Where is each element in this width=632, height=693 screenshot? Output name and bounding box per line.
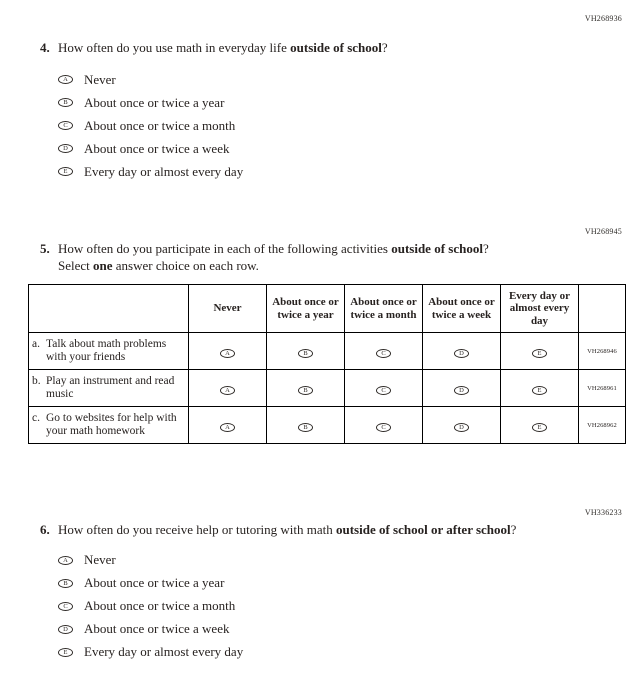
- answer-option: [58, 572, 632, 595]
- matrix-cell: [345, 370, 423, 407]
- answer-bubble[interactable]: B: [58, 98, 73, 107]
- matrix-cell: [189, 407, 267, 444]
- header-empty: [29, 285, 189, 333]
- matrix-cell: [423, 370, 501, 407]
- answer-bubble[interactable]: E: [58, 648, 73, 657]
- matrix-cell: [501, 333, 579, 370]
- matrix-cell: [423, 407, 501, 444]
- answer-option: [58, 91, 632, 114]
- row-stem: [29, 333, 189, 370]
- answer-bubble[interactable]: A: [58, 75, 73, 84]
- answer-bubble[interactable]: C: [376, 349, 391, 358]
- answer-option: [58, 641, 632, 664]
- question-4-number: 4.: [40, 40, 50, 55]
- question-4-text: How often do you use math in everyday life outside of school?: [58, 40, 388, 55]
- matrix-row-c: [29, 407, 626, 444]
- answer-bubble[interactable]: D: [58, 625, 73, 634]
- answer-bubble[interactable]: A: [220, 386, 235, 395]
- matrix-cell: [189, 370, 267, 407]
- answer-bubble[interactable]: B: [58, 579, 73, 588]
- answer-bubble[interactable]: D: [58, 144, 73, 153]
- matrix-row-b: [29, 370, 626, 407]
- answer-option: [58, 595, 632, 618]
- column-header-everyday: Every day or almost every day: [501, 285, 579, 333]
- answer-bubble[interactable]: E: [58, 167, 73, 176]
- answer-label: About once or twice a week: [84, 621, 230, 637]
- answer-label: Every day or almost every day: [84, 163, 244, 179]
- row-code: VH268962: [579, 407, 626, 444]
- answer-label: About once or twice a month: [84, 117, 236, 133]
- matrix-cell: [345, 333, 423, 370]
- answer-option: [58, 160, 632, 183]
- question-6-text: How often do you receive help or tutoring with math outside of school or after school?: [58, 522, 517, 538]
- row-stem: [29, 407, 189, 444]
- answer-bubble[interactable]: E: [532, 349, 547, 358]
- item-code-q4: VH268936: [584, 14, 622, 23]
- answer-label: Never: [84, 552, 116, 568]
- row-letter: a.: [32, 337, 40, 350]
- question-5-matrix: [28, 284, 626, 444]
- column-header-never: Never: [189, 285, 267, 333]
- matrix-cell: [423, 333, 501, 370]
- matrix-cell: [501, 407, 579, 444]
- answer-option: [58, 549, 632, 572]
- item-code-q5: VH268945: [584, 227, 622, 237]
- question-5-text: How often do you participate in each of the following activities outside of school? Select one answer choice on each row.: [58, 241, 489, 274]
- matrix-row-a: [29, 333, 626, 370]
- column-header-month: About once or twice a month: [345, 285, 423, 333]
- answer-option: [58, 137, 632, 160]
- answer-bubble[interactable]: A: [220, 349, 235, 358]
- answer-bubble[interactable]: E: [532, 423, 547, 432]
- answer-label: Every day or almost every day: [84, 644, 244, 660]
- answer-bubble[interactable]: D: [454, 386, 469, 395]
- question-6-number: 6.: [40, 522, 50, 538]
- answer-bubble[interactable]: B: [298, 349, 313, 358]
- answer-bubble[interactable]: C: [376, 423, 391, 432]
- matrix-cell: [267, 370, 345, 407]
- row-letter: c.: [32, 411, 40, 424]
- answer-bubble[interactable]: D: [454, 423, 469, 432]
- question-4-options: [58, 68, 632, 183]
- matrix-cell: [501, 370, 579, 407]
- answer-option: [58, 114, 632, 137]
- answer-label: About once or twice a year: [84, 94, 225, 110]
- answer-label: About once or twice a week: [84, 140, 230, 156]
- question-4: [40, 39, 632, 56]
- answer-bubble[interactable]: A: [58, 556, 73, 565]
- row-label: Go to websites for help with your math homework: [46, 411, 177, 438]
- matrix-cell: [189, 333, 267, 370]
- answer-bubble[interactable]: C: [58, 602, 73, 611]
- matrix-header-row: [29, 285, 626, 333]
- answer-option: [58, 68, 632, 91]
- answer-label: About once or twice a month: [84, 598, 236, 614]
- answer-bubble[interactable]: B: [298, 386, 313, 395]
- row-code: VH268961: [579, 370, 626, 407]
- header-code-empty: [579, 285, 626, 333]
- column-header-week: About once or twice a week: [423, 285, 501, 333]
- question-5-number: 5.: [40, 241, 50, 257]
- answer-bubble[interactable]: C: [376, 386, 391, 395]
- row-label: Talk about math problems with your friends: [46, 337, 167, 364]
- question-6-options: [58, 549, 632, 664]
- row-label: Play an instrument and read music: [46, 374, 175, 401]
- column-header-year: About once or twice a year: [267, 285, 345, 333]
- answer-bubble[interactable]: D: [454, 349, 469, 358]
- question-5: [40, 240, 632, 274]
- answer-label: About once or twice a year: [84, 575, 225, 591]
- answer-bubble[interactable]: A: [220, 423, 235, 432]
- answer-bubble[interactable]: E: [532, 386, 547, 395]
- matrix-cell: [345, 407, 423, 444]
- answer-bubble[interactable]: B: [298, 423, 313, 432]
- answer-option: [58, 618, 632, 641]
- question-6: [40, 521, 632, 538]
- matrix-cell: [267, 333, 345, 370]
- row-stem: [29, 370, 189, 407]
- item-code-q6: VH336233: [584, 508, 622, 518]
- answer-bubble[interactable]: C: [58, 121, 73, 130]
- row-code: VH268946: [579, 333, 626, 370]
- answer-label: Never: [84, 71, 116, 87]
- matrix-cell: [267, 407, 345, 444]
- row-letter: b.: [32, 374, 41, 387]
